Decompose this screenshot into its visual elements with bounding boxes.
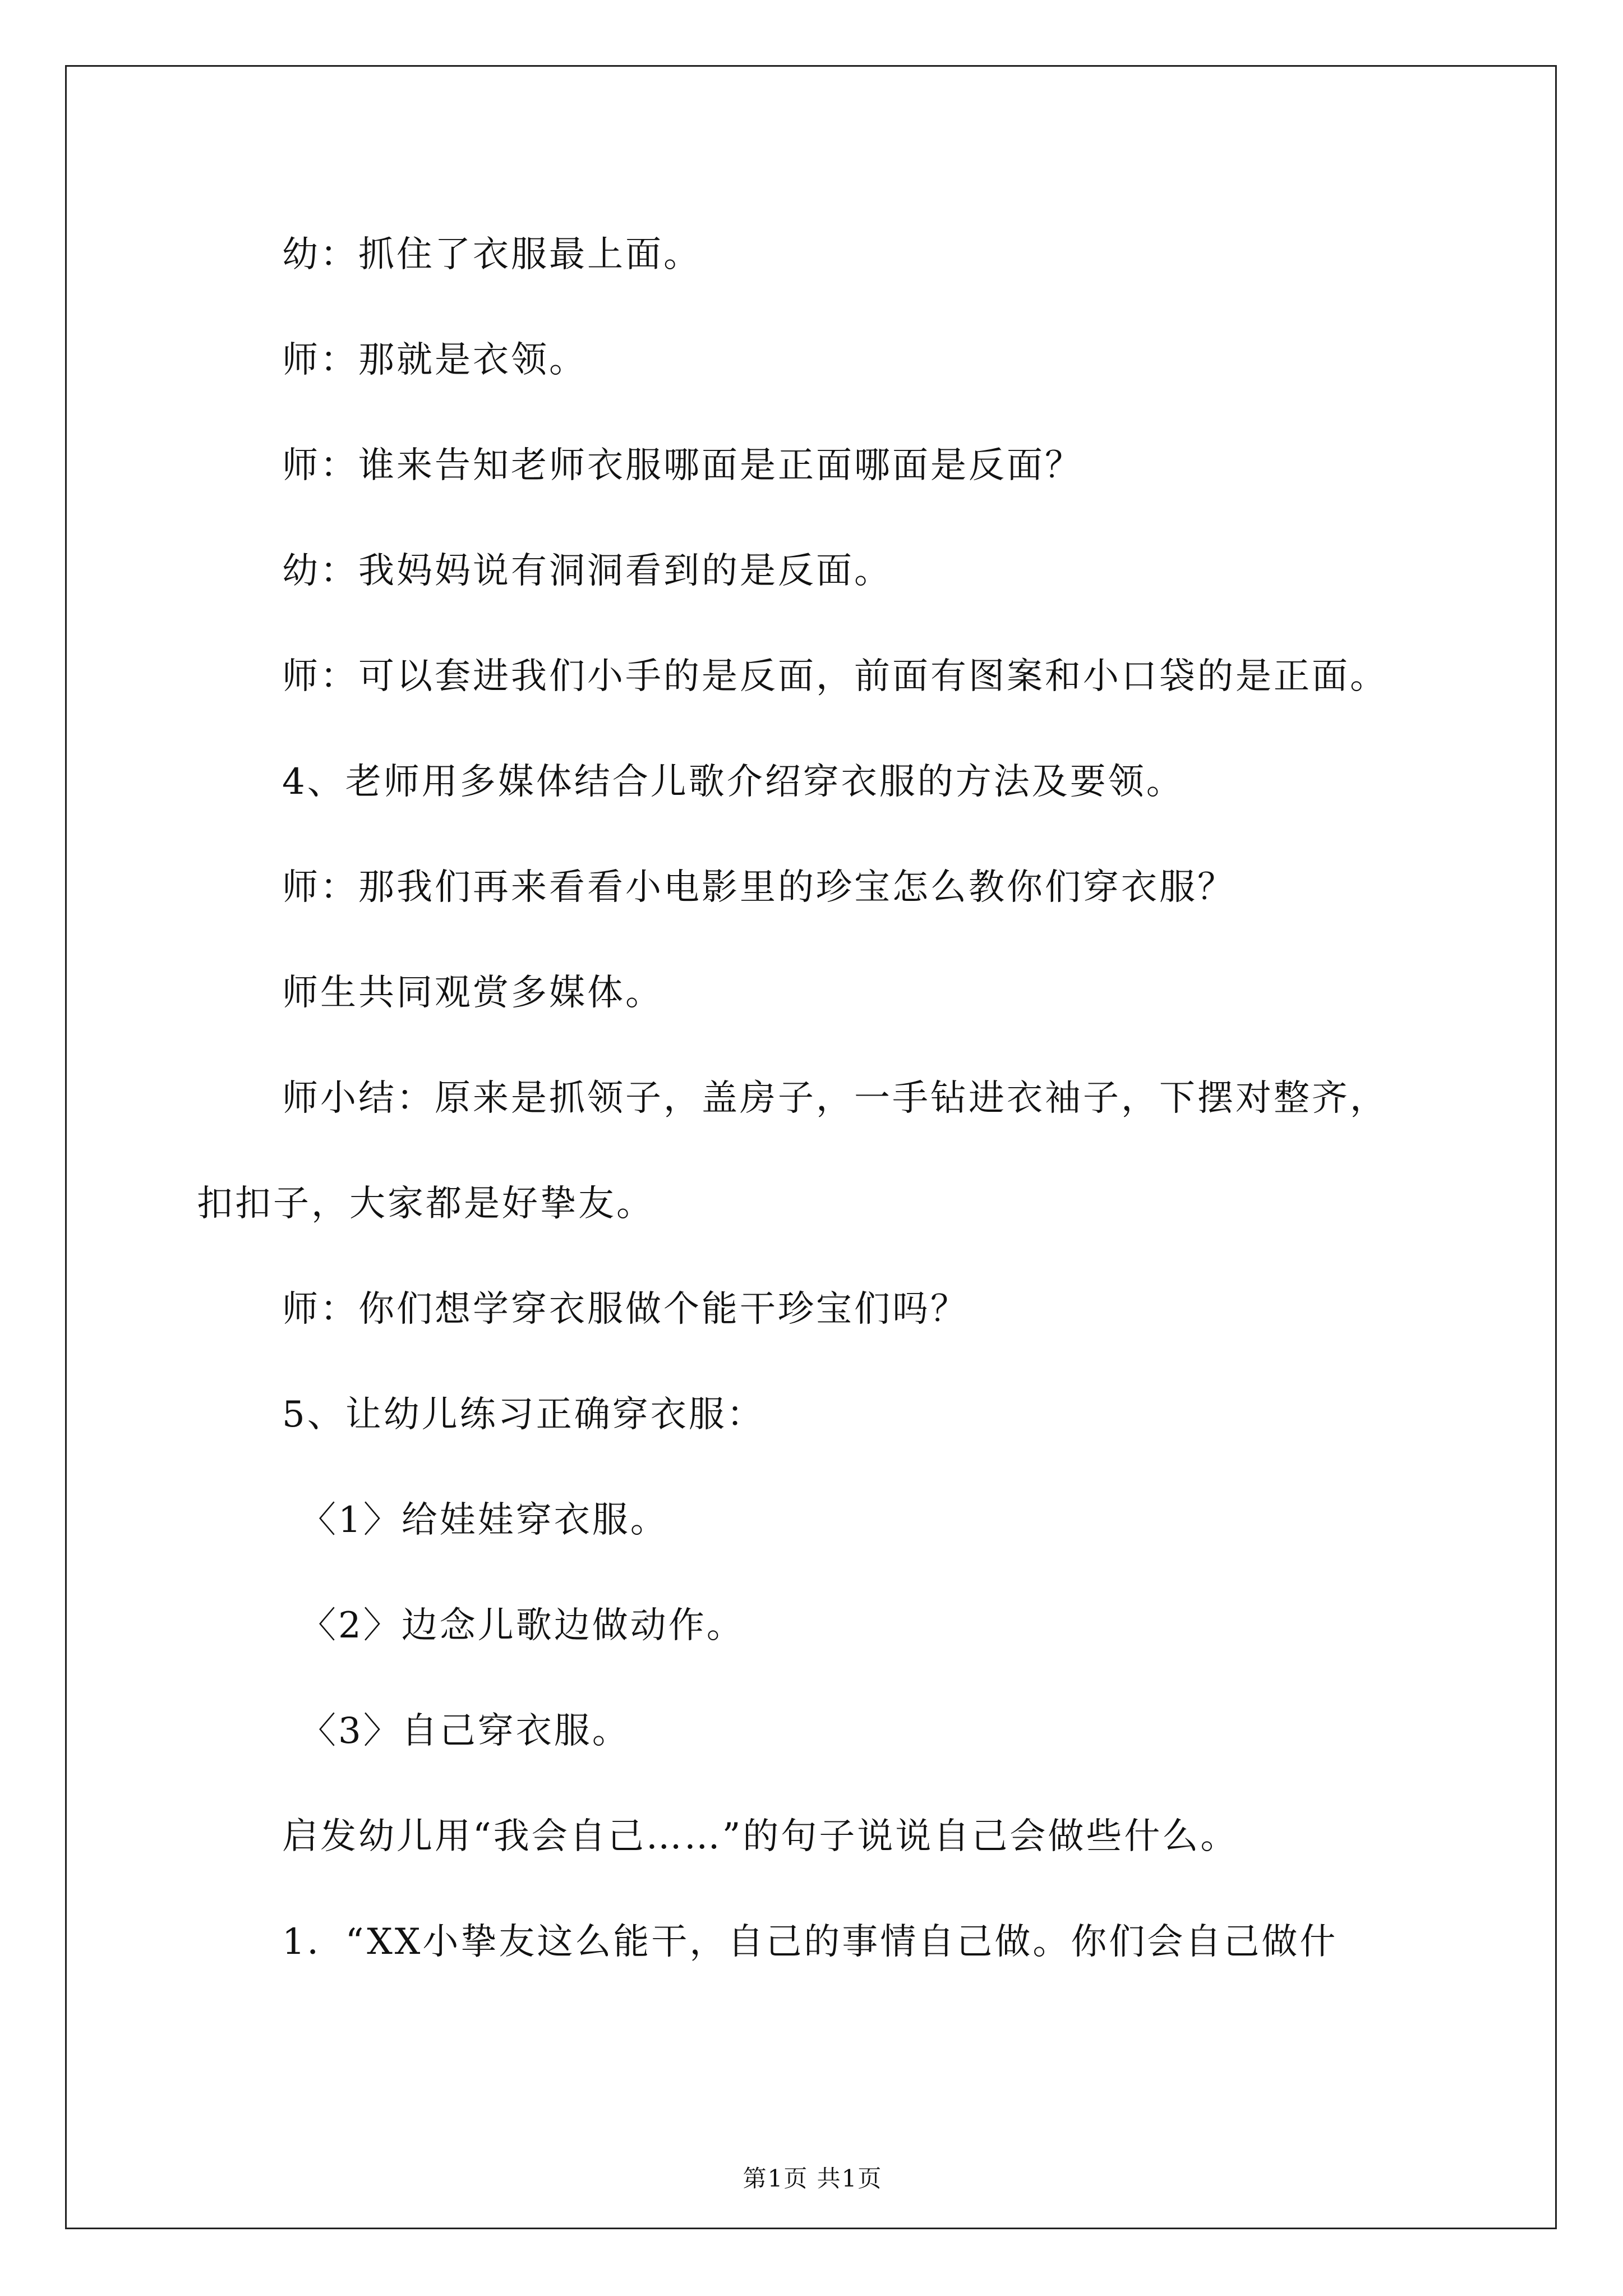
paragraph-line: 幼：我妈妈说有洞洞看到的是反面。: [282, 550, 892, 592]
paragraph-line: 启发幼儿用“我会自己……”的句子说说自己会做些什么。: [282, 1816, 1239, 1857]
paragraph-line: 师：可以套进我们小手的是反面，前面有图案和小口袋的是正面。: [282, 656, 1388, 697]
list-item: 〈3〉自己穿衣服。: [300, 1710, 630, 1752]
paragraph-line: 师小结：原来是抓领子，盖房子，一手钻进衣袖子，下摆对整齐，: [282, 1078, 1388, 1119]
paragraph-line: 师：那我们再来看看小电影里的珍宝怎么教你们穿衣服？: [282, 867, 1235, 908]
page-border: [65, 65, 1557, 2229]
page-footer: 第1页 共1页: [743, 2165, 883, 2192]
list-item: 〈2〉边念儿歌边做动作。: [300, 1605, 745, 1646]
paragraph-line: 师：你们想学穿衣服做个能干珍宝们吗？: [282, 1289, 969, 1330]
paragraph-line: 扣扣子，大家都是好挚友。: [197, 1183, 654, 1225]
paragraph-line: 4、老师用多媒体结合儿歌介绍穿衣服的方法及要领。: [282, 761, 1184, 803]
paragraph-line: 师：那就是衣领。: [282, 339, 587, 381]
paragraph-line: 师：谁来告知老师衣服哪面是正面哪面是反面？: [282, 445, 1083, 486]
paragraph-line: 幼：抓住了衣服最上面。: [282, 234, 702, 275]
list-item: 〈1〉给娃娃穿衣服。: [300, 1499, 668, 1541]
paragraph-line: 师生共同观赏多媒体。: [282, 972, 663, 1014]
paragraph-line: 5、让幼儿练习正确穿衣服：: [282, 1394, 765, 1435]
paragraph-line: 1．“XX小挚友这么能干，自己的事情自己做。你们会自己做什: [282, 1921, 1338, 1963]
